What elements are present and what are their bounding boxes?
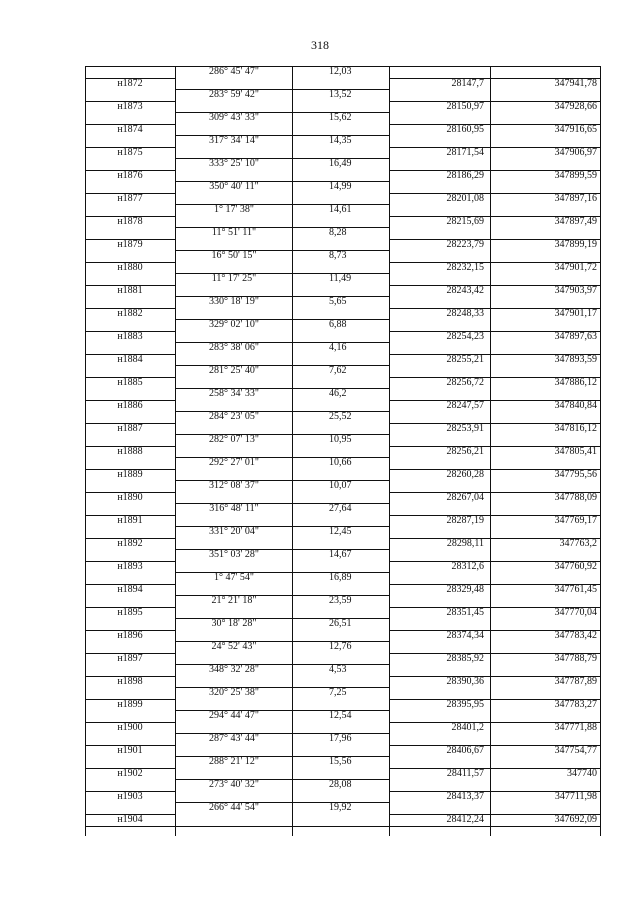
angle-cell: 11° 17' 25" [211, 273, 257, 284]
x-coordinate-cell: 28385,92 [446, 652, 484, 664]
point-id-cell: н1891 [117, 514, 143, 526]
point-id-cell: н1876 [117, 169, 143, 181]
y-coordinate-cell: 347906,97 [554, 146, 597, 158]
x-coordinate-cell: 28256,72 [446, 376, 484, 388]
angle-cell: 283° 38' 06" [209, 342, 259, 353]
y-coordinate-cell: 347754,77 [554, 744, 597, 756]
distance-cell: 10,95 [329, 434, 352, 445]
y-coordinate-cell: 347903,97 [554, 284, 597, 296]
x-coordinate-cell: 28147,7 [451, 77, 484, 89]
distance-cell: 12,54 [329, 710, 352, 721]
distance-cell: 7,62 [329, 365, 347, 376]
angle-cell: 348° 32' 28" [209, 664, 259, 675]
y-coordinate-cell: 347692,09 [554, 813, 597, 825]
x-coordinate-cell: 28201,08 [446, 192, 484, 204]
point-id-cell: н1893 [117, 560, 143, 572]
x-coordinate-cell: 28413,37 [446, 790, 484, 802]
point-id-cell: н1904 [117, 813, 143, 825]
y-coordinate-cell: 347805,41 [554, 445, 597, 457]
x-coordinate-cell: 28243,42 [446, 284, 484, 296]
y-coordinate-cell: 347897,63 [554, 330, 597, 342]
angle-cell: 30° 18' 28" [211, 618, 257, 629]
y-coordinate-cell: 347770,04 [554, 606, 597, 618]
distance-cell: 23,59 [329, 595, 352, 606]
angle-cell: 333° 25' 10" [209, 158, 259, 169]
x-coordinate-cell: 28215,69 [446, 215, 484, 227]
angle-cell: 287° 43' 44" [209, 733, 259, 744]
point-id-cell: н1884 [117, 353, 143, 365]
y-coordinate-cell: 347783,42 [554, 629, 597, 641]
angle-cell: 351° 03' 28" [209, 549, 259, 560]
y-coordinate-cell: 347788,79 [554, 652, 597, 664]
point-id-cell: н1886 [117, 399, 143, 411]
x-coordinate-cell: 28255,21 [446, 353, 484, 365]
point-id-cell: н1878 [117, 215, 143, 227]
point-id-cell: н1897 [117, 652, 143, 664]
x-coordinate-cell: 28171,54 [446, 146, 484, 158]
point-id-cell: н1874 [117, 123, 143, 135]
distance-cell: 10,07 [329, 480, 352, 491]
distance-cell: 10,66 [329, 457, 352, 468]
angle-cell: 283° 59' 42" [209, 89, 259, 100]
y-coordinate-cell: 347901,72 [554, 261, 597, 273]
y-coordinate-cell: 347763,2 [559, 537, 597, 549]
distance-cell: 4,16 [329, 342, 347, 353]
angle-cell: 24° 52' 43" [211, 641, 257, 652]
distance-cell: 11,49 [329, 273, 352, 284]
x-coordinate-cell: 28223,79 [446, 238, 484, 250]
x-coordinate-cell: 28401,2 [451, 721, 484, 733]
y-coordinate-cell: 347769,17 [554, 514, 597, 526]
y-coordinate-cell: 347899,59 [554, 169, 597, 181]
angle-cell: 309° 43' 33" [209, 112, 259, 123]
angle-cell: 1° 17' 38" [214, 204, 254, 215]
angle-cell: 16° 50' 15" [211, 250, 257, 261]
distance-cell: 46,2 [329, 388, 347, 399]
y-coordinate-cell: 347787,89 [554, 675, 597, 687]
distance-cell: 27,64 [329, 503, 352, 514]
angle-cell: 282° 07' 13" [209, 434, 259, 445]
coordinates-table [85, 66, 601, 836]
point-id-cell: н1889 [117, 468, 143, 480]
angle-cell: 273° 40' 32" [209, 779, 259, 790]
point-id-cell: н1900 [117, 721, 143, 733]
distance-cell: 19,92 [329, 802, 352, 813]
x-coordinate-cell: 28247,57 [446, 399, 484, 411]
y-coordinate-cell: 347761,45 [554, 583, 597, 595]
x-coordinate-cell: 28312,6 [451, 560, 484, 572]
angle-cell: 320° 25' 38" [209, 687, 259, 698]
point-id-cell: н1902 [117, 767, 143, 779]
angle-cell: 331° 20' 04" [209, 526, 259, 537]
point-id-cell: н1890 [117, 491, 143, 503]
distance-cell: 8,73 [329, 250, 347, 261]
distance-cell: 4,53 [329, 664, 347, 675]
y-coordinate-cell: 347901,17 [554, 307, 597, 319]
distance-cell: 13,52 [329, 89, 352, 100]
x-coordinate-cell: 28374,34 [446, 629, 484, 641]
x-coordinate-cell: 28298,11 [446, 537, 484, 549]
point-id-cell: н1901 [117, 744, 143, 756]
distance-cell: 15,62 [329, 112, 352, 123]
y-coordinate-cell: 347941,78 [554, 77, 597, 89]
x-coordinate-cell: 28411,57 [446, 767, 484, 779]
distance-cell: 12,03 [329, 66, 352, 77]
point-id-cell: н1873 [117, 100, 143, 112]
distance-cell: 7,25 [329, 687, 347, 698]
x-coordinate-cell: 28351,45 [446, 606, 484, 618]
y-coordinate-cell: 347788,09 [554, 491, 597, 503]
x-coordinate-cell: 28390,36 [446, 675, 484, 687]
y-coordinate-cell: 347783,27 [554, 698, 597, 710]
x-coordinate-cell: 28412,24 [446, 813, 484, 825]
point-id-cell: н1898 [117, 675, 143, 687]
x-coordinate-cell: 28232,15 [446, 261, 484, 273]
point-id-cell: н1877 [117, 192, 143, 204]
angle-cell: 21° 21' 18" [211, 595, 257, 606]
distance-cell: 28,08 [329, 779, 352, 790]
point-id-cell: н1895 [117, 606, 143, 618]
distance-cell: 6,88 [329, 319, 347, 330]
y-coordinate-cell: 347893,59 [554, 353, 597, 365]
point-id-cell: н1875 [117, 146, 143, 158]
distance-cell: 14,99 [329, 181, 352, 192]
x-coordinate-cell: 28256,21 [446, 445, 484, 457]
point-id-cell: н1881 [117, 284, 143, 296]
distance-cell: 12,45 [329, 526, 352, 537]
point-id-cell: н1872 [117, 77, 143, 89]
x-coordinate-cell: 28329,48 [446, 583, 484, 595]
x-coordinate-cell: 28406,67 [446, 744, 484, 756]
y-coordinate-cell: 347771,88 [554, 721, 597, 733]
distance-cell: 15,56 [329, 756, 352, 767]
x-coordinate-cell: 28150,97 [446, 100, 484, 112]
point-id-cell: н1899 [117, 698, 143, 710]
y-coordinate-cell: 347740 [567, 767, 597, 779]
table-border-bottom [85, 826, 601, 827]
angle-cell: 281° 25' 40" [209, 365, 259, 376]
point-id-cell: н1892 [117, 537, 143, 549]
distance-cell: 16,89 [329, 572, 352, 583]
y-coordinate-cell: 347886,12 [554, 376, 597, 388]
angle-cell: 288° 21' 12" [209, 756, 259, 767]
point-id-cell: н1880 [117, 261, 143, 273]
distance-cell: 14,67 [329, 549, 352, 560]
point-id-cell: н1879 [117, 238, 143, 250]
angle-cell: 1° 47' 54" [214, 572, 254, 583]
angle-cell: 284° 23' 05" [209, 411, 259, 422]
y-coordinate-cell: 347795,56 [554, 468, 597, 480]
x-coordinate-cell: 28186,29 [446, 169, 484, 181]
x-coordinate-cell: 28260,28 [446, 468, 484, 480]
x-coordinate-cell: 28395,95 [446, 698, 484, 710]
y-coordinate-cell: 347760,92 [554, 560, 597, 572]
angle-cell: 329° 02' 10" [209, 319, 259, 330]
distance-cell: 12,76 [329, 641, 352, 652]
distance-cell: 25,52 [329, 411, 352, 422]
y-coordinate-cell: 347816,12 [554, 422, 597, 434]
point-id-cell: н1896 [117, 629, 143, 641]
y-coordinate-cell: 347840,84 [554, 399, 597, 411]
angle-cell: 330° 18' 19" [209, 296, 259, 307]
x-coordinate-cell: 28267,04 [446, 491, 484, 503]
y-coordinate-cell: 347711,98 [554, 790, 597, 802]
distance-cell: 14,35 [329, 135, 352, 146]
distance-cell: 8,28 [329, 227, 347, 238]
point-id-cell: н1903 [117, 790, 143, 802]
y-coordinate-cell: 347916,65 [554, 123, 597, 135]
angle-cell: 258° 34' 33" [209, 388, 259, 399]
x-coordinate-cell: 28253,91 [446, 422, 484, 434]
distance-cell: 5,65 [329, 296, 347, 307]
distance-cell: 16,49 [329, 158, 352, 169]
angle-cell: 266° 44' 54" [209, 802, 259, 813]
angle-cell: 350° 40' 11" [209, 181, 259, 192]
point-id-cell: н1894 [117, 583, 143, 595]
distance-cell: 14,61 [329, 204, 352, 215]
angle-cell: 294° 44' 47" [209, 710, 259, 721]
x-coordinate-cell: 28254,23 [446, 330, 484, 342]
x-coordinate-cell: 28248,33 [446, 307, 484, 319]
point-id-cell: н1883 [117, 330, 143, 342]
y-coordinate-cell: 347897,16 [554, 192, 597, 204]
angle-cell: 11° 51' 11" [211, 227, 257, 238]
y-coordinate-cell: 347897,49 [554, 215, 597, 227]
x-coordinate-cell: 28160,95 [446, 123, 484, 135]
point-id-cell: н1885 [117, 376, 143, 388]
page-number: 318 [311, 38, 329, 52]
angle-cell: 317° 34' 14" [209, 135, 259, 146]
angle-cell: 286° 45' 47" [209, 66, 259, 77]
angle-cell: 316° 48' 11" [209, 503, 259, 514]
y-coordinate-cell: 347899,19 [554, 238, 597, 250]
distance-cell: 17,96 [329, 733, 352, 744]
point-id-cell: н1882 [117, 307, 143, 319]
point-id-cell: н1887 [117, 422, 143, 434]
y-coordinate-cell: 347928,66 [554, 100, 597, 112]
x-coordinate-cell: 28287,19 [446, 514, 484, 526]
angle-cell: 292° 27' 01" [209, 457, 259, 468]
point-id-cell: н1888 [117, 445, 143, 457]
angle-cell: 312° 08' 37" [209, 480, 259, 491]
distance-cell: 26,51 [329, 618, 352, 629]
